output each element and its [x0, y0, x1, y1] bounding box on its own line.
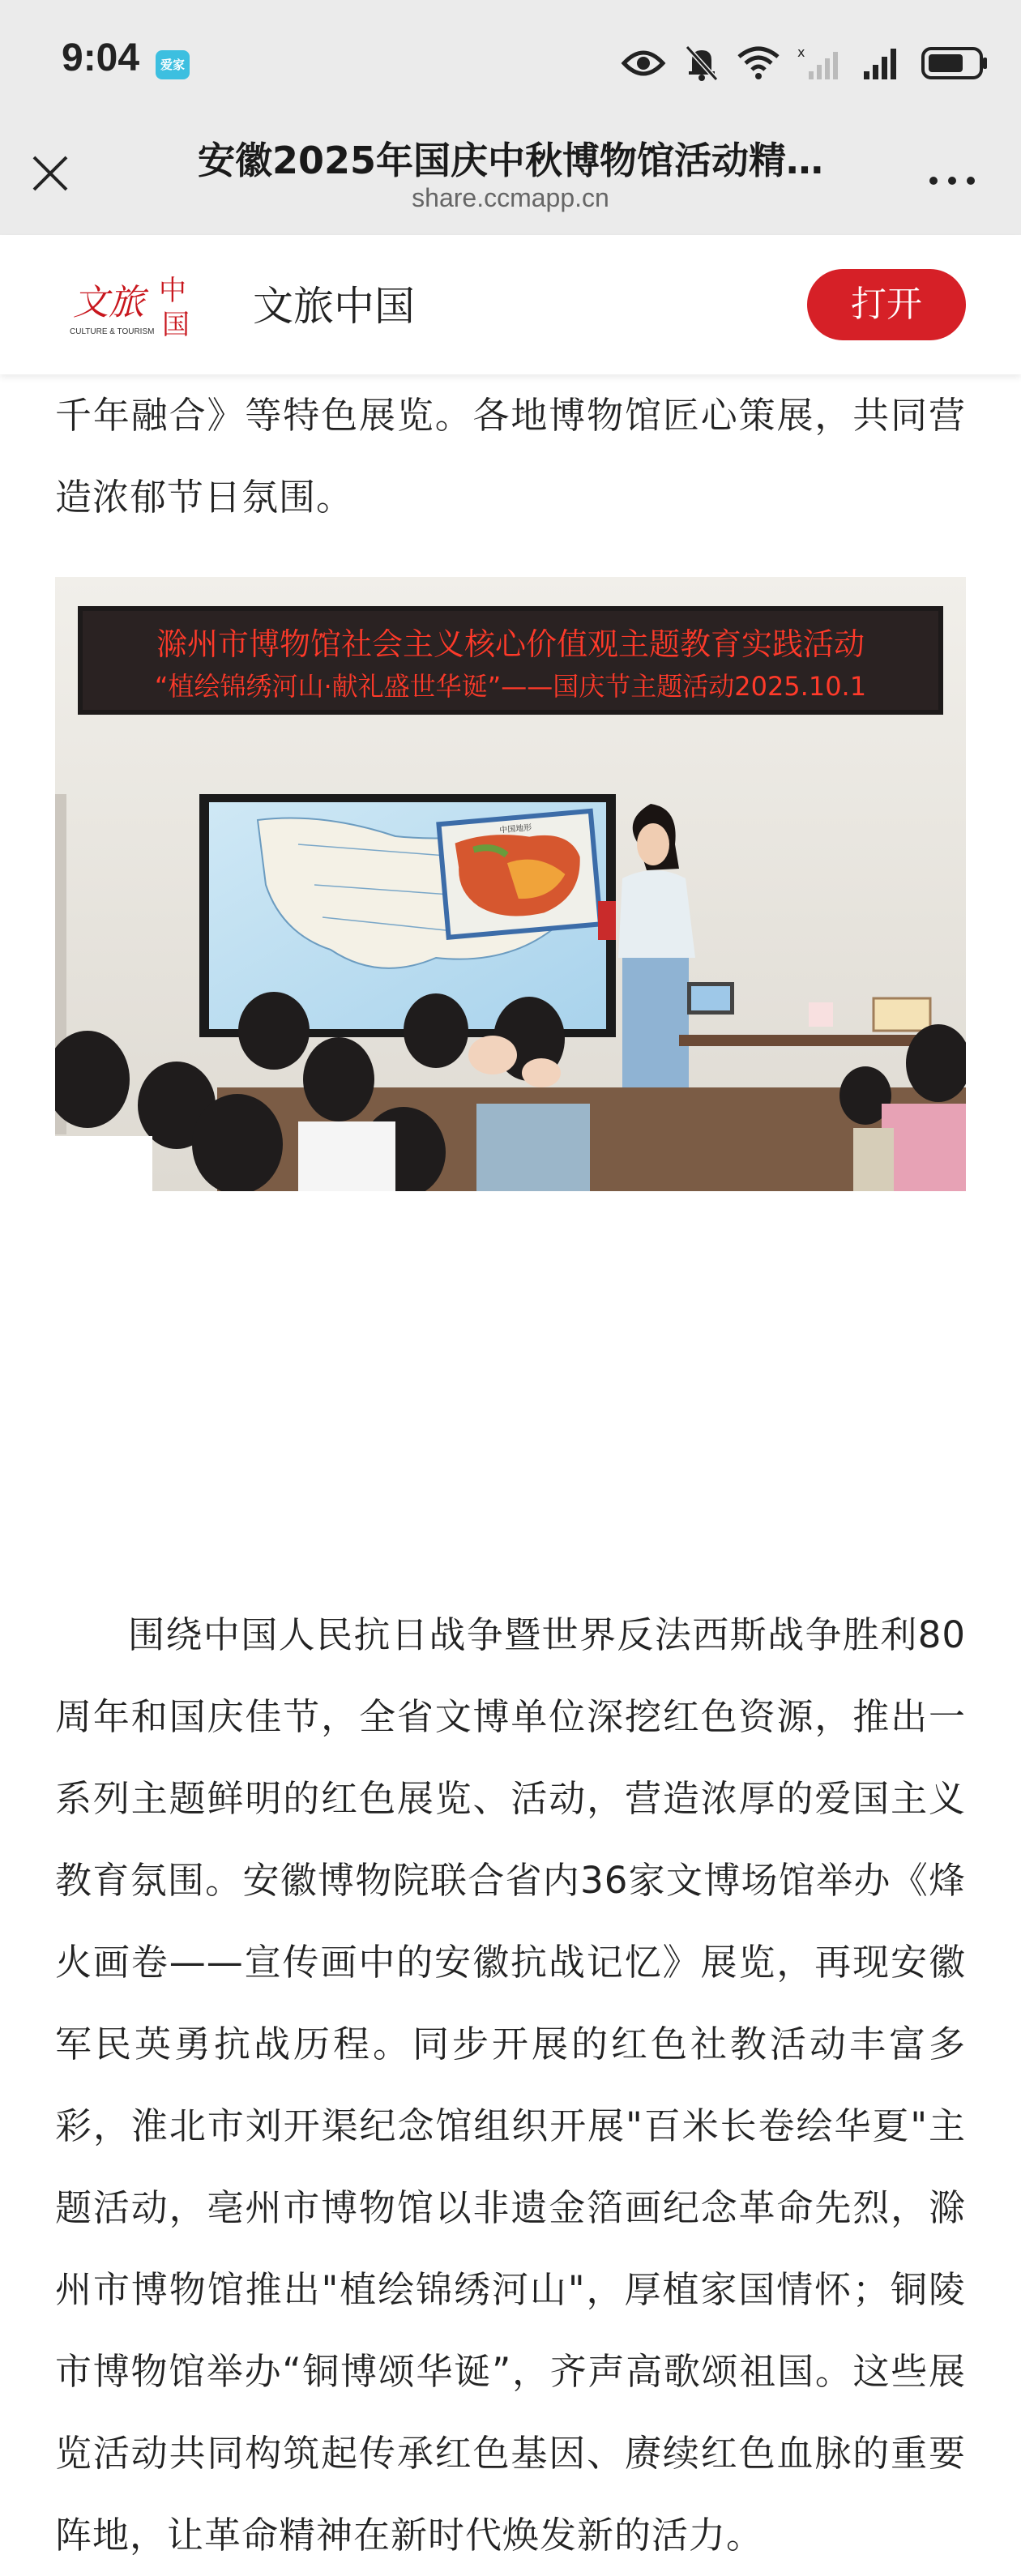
- status-icons: [621, 41, 989, 86]
- browser-header: [0, 128, 1021, 235]
- page-title: 安徽2025年国庆中秋博物馆活动精…: [197, 139, 824, 182]
- app-notification-badge: 爱家: [156, 50, 190, 79]
- museum-activity-photo: [55, 577, 966, 1191]
- article-paragraph-main: 围绕中国人民抗日战争暨世界反法西斯战争胜利80周年和国庆佳节，全省文博单位深挖红色资源，推出一系列主题鲜明的红色展览、活动，营造浓厚的爱国主义教育氛围。安徽博物院联合省内36家文博场馆举办《烽火画卷——宣传画中的安徽抗战记忆》展览，再现安徽军民英勇抗战历程。同步开展的红色社教活动丰富多彩，淮北市刘开渠纪念馆组织开展"百米长卷绘华夏"主题活动，亳州市博物馆以非遗金箔画纪念革命先烈，滁州市博物馆推出"植绘锦绣河山"，厚植家国情怀；铜陵市博物馆举办“铜博颂华诞”，齐声高歌颂祖国。这些展览活动共同构筑起传承红色基因、赓续红色血脉的重要阵地，让革命精神在新时代焕发新的活力。: [55, 1613, 966, 2557]
- svg-text:x: x: [797, 45, 805, 60]
- more-menu-icon[interactable]: [924, 160, 980, 201]
- bell-off-icon: [684, 44, 720, 83]
- svg-text:CULTURE & TOURISM: CULTURE & TOURISM: [70, 327, 155, 336]
- close-icon[interactable]: [24, 147, 76, 199]
- map-label: 中国地形: [498, 823, 532, 835]
- signal-icon: [861, 45, 903, 81]
- svg-text:文旅: 文旅: [73, 282, 144, 323]
- status-bar: [0, 0, 1021, 128]
- article-photo: [55, 577, 966, 1191]
- open-app-button[interactable]: 打开: [807, 269, 966, 340]
- signal-weak-icon: [797, 45, 843, 81]
- page-domain: share.ccmapp.cn: [412, 183, 609, 212]
- wifi-icon: [737, 45, 780, 81]
- app-name: 文旅中国: [253, 283, 415, 330]
- app-download-banner: [0, 235, 1021, 374]
- battery-icon: [921, 45, 989, 81]
- status-time: 9:04: [62, 36, 140, 79]
- wenlv-china-logo: [68, 264, 206, 345]
- article-paragraph-intro-tail: 千年融合》等特色展览。各地博物馆匠心策展，共同营造浓郁节日氛围。: [55, 394, 966, 519]
- led-banner-line2: “植绘锦绣河山·献礼盛世华诞”——国庆节主题活动2025.10.1: [154, 671, 867, 702]
- svg-text:中: 中: [159, 275, 186, 307]
- svg-text:国: 国: [162, 309, 190, 341]
- eye-icon: [621, 47, 666, 79]
- led-banner-line1: 滁州市博物馆社会主义核心价值观主题教育实践活动: [156, 626, 865, 662]
